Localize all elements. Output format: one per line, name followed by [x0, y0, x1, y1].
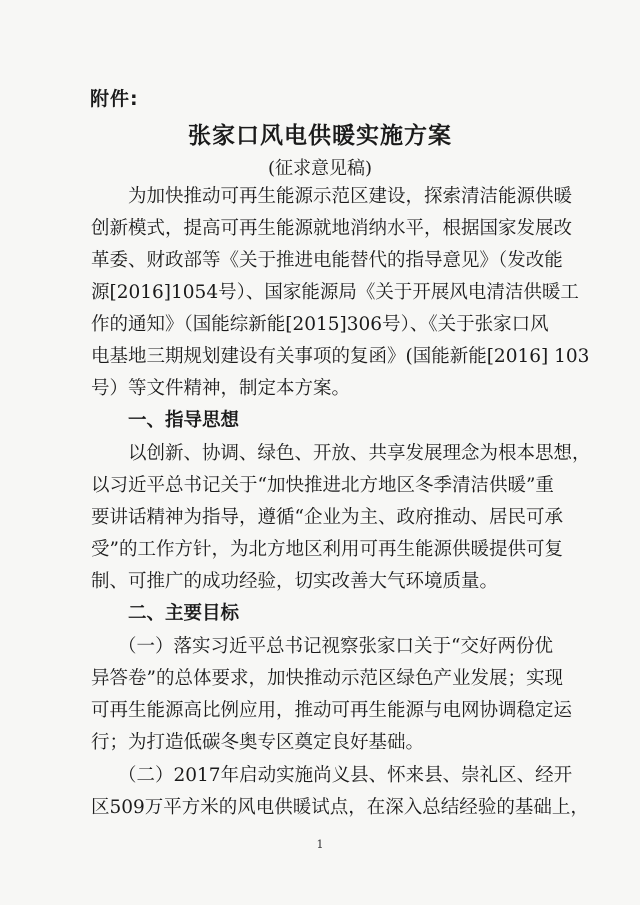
section1-line: 受”的工作方针，为北方地区利用可再生能源供暖提供可复 — [91, 539, 563, 560]
section1-line: 以习近平总书记关于“加快推进北方地区冬季清洁供暖”重 — [91, 475, 554, 496]
intro-line: 源[2016]1054号）、国家能源局《关于开展风电清洁供暖工 — [91, 282, 579, 303]
page-number: 1 — [316, 838, 324, 851]
section2-item2-line: （二）2017年启动实施尚义县、怀来县、崇礼区、经开 — [118, 765, 573, 786]
section-heading-guiding-ideology: 一、指导思想 — [128, 410, 240, 431]
intro-line: 革委、财政部等《关于推进电能替代的指导意见》（发改能 — [91, 250, 563, 271]
attachment-label: 附件: — [90, 88, 139, 110]
section2-item1-line: （一）落实习近平总书记视察张家口关于“交好两份优 — [118, 636, 553, 657]
intro-line: 作的通知》（国能综新能[2015]306号）、《关于张家口风 — [91, 314, 549, 335]
document-title: 张家口风电供暖实施方案 — [188, 123, 452, 149]
section1-line: 要讲话精神为指导，遵循“企业为主、政府推动、居民可承 — [91, 507, 563, 528]
intro-line: 号）等文件精神，制定本方案。 — [91, 378, 351, 399]
section2-item1-line: 行；为打造低碳冬奥专区奠定良好基础。 — [91, 732, 425, 753]
document-subtitle: (征求意见稿) — [267, 158, 373, 179]
intro-line: 创新模式，提高可再生能源就地消纳水平，根据国家发展改 — [91, 218, 573, 239]
section1-line: 以创新、协调、绿色、开放、共享发展理念为根本思想， — [128, 443, 591, 464]
section-heading-main-goals: 二、主要目标 — [128, 603, 240, 624]
section2-item2-line: 区509万平方米的风电供暖试点，在深入总结经验的基础上， — [91, 797, 589, 818]
section1-line: 制、可推广的成功经验，切实改善大气环境质量。 — [91, 571, 499, 592]
intro-line: 电基地三期规划建设有关事项的复函》(国能新能[2016] 103 — [91, 346, 590, 367]
intro-line: 为加快推动可再生能源示范区建设，探索清洁能源供暖 — [128, 186, 573, 207]
section2-item1-line: 可再生能源高比例应用，推动可再生能源与电网协调稳定运 — [91, 700, 573, 721]
section2-item1-line: 异答卷”的总体要求，加快推动示范区绿色产业发展；实现 — [91, 668, 563, 689]
